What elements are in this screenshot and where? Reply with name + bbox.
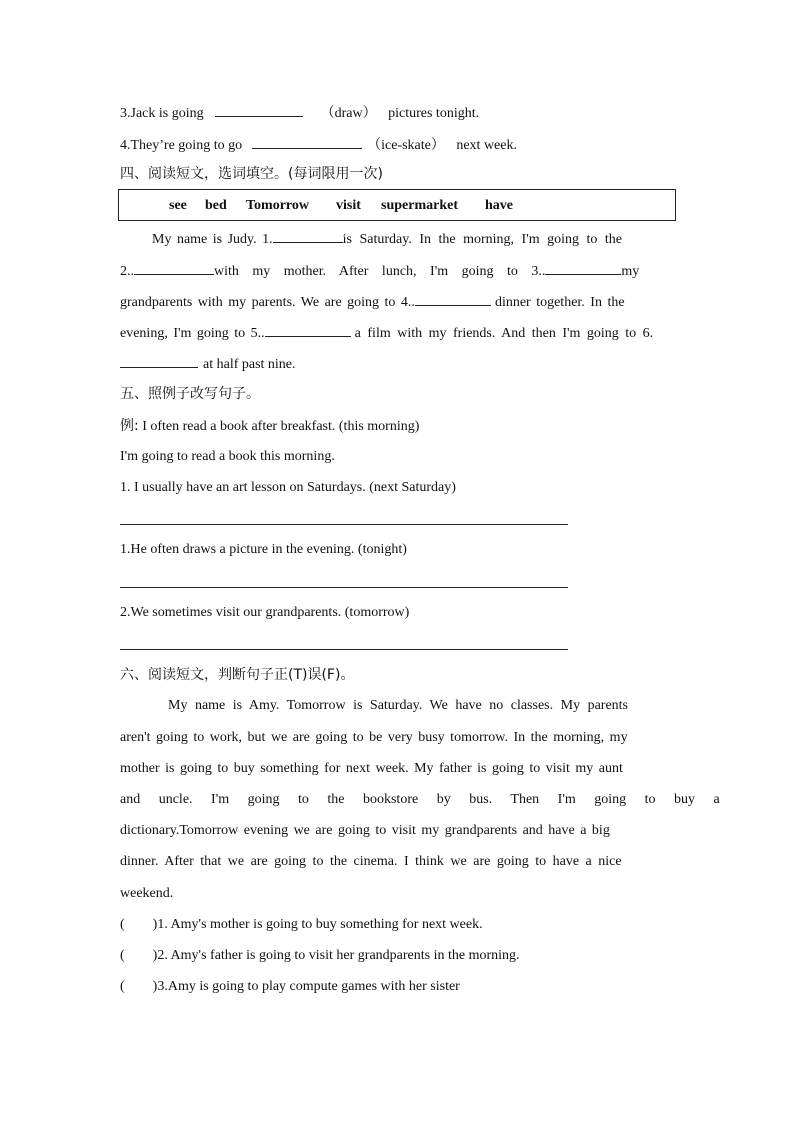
word-have: have: [485, 198, 513, 213]
question-3: [120, 102, 479, 124]
blank-2[interactable]: [134, 260, 214, 275]
word-tomorrow: Tomorrow: [246, 198, 309, 213]
passage1-text: is Saturday. In the morning, I'm going to the: [342, 232, 623, 247]
answer-line-2[interactable]: [120, 587, 568, 588]
passage2-line: and uncle. I'm going to the bookstore by bus. Then I'm going to buy a: [120, 792, 720, 807]
passage1-text: My name is Judy. 1.: [152, 232, 273, 247]
example-label: 例:: [120, 418, 139, 434]
section-4-title: 四、阅读短文，选词填空。(每词限用一次): [120, 166, 383, 182]
q4-hint: （ice-skate）: [367, 138, 445, 153]
rewrite-item-1: 1. I usually have an art lesson on Saturdays. (next Saturday): [120, 480, 456, 495]
tf-answer-paren[interactable]: ( ): [120, 917, 158, 932]
q3-hint: （draw）: [320, 106, 377, 121]
passage1-text: a film with my friends. And then I'm going to 6.: [354, 326, 654, 341]
blank-1[interactable]: [273, 228, 343, 243]
passage2-line: mother is going to buy something for next week. My father is going to visit my aunt: [120, 761, 623, 776]
answer-line-1[interactable]: [120, 524, 568, 525]
passage1-line3: [120, 291, 625, 313]
passage1-line2: [120, 260, 639, 282]
passage1-line5: [120, 353, 296, 375]
passage1-line4: [120, 322, 653, 344]
passage1-text: my: [621, 264, 640, 279]
rewrite-item-3: 2.We sometimes visit our grandparents. (tomorrow): [120, 605, 410, 620]
blank-4[interactable]: [415, 291, 491, 306]
example-sentence: [120, 416, 419, 437]
tf-question-text: 1. Amy's mother is going to buy something for next week.: [157, 917, 483, 932]
word-bed: bed: [205, 198, 227, 213]
passage2-line: aren't going to work, but we are going to be very busy tomorrow. In the morning, my: [120, 730, 628, 745]
q3-text: 3.Jack is going: [120, 106, 204, 121]
tf-question-2: [120, 946, 520, 966]
q3-answer-blank[interactable]: [215, 102, 303, 117]
question-4: [120, 134, 517, 156]
section-5-title: 五、照例子改写句子。: [120, 386, 260, 402]
passage1-text: at half past nine.: [203, 357, 296, 372]
word-visit: visit: [336, 198, 361, 213]
passage1-text: 2..: [120, 264, 134, 279]
passage1-text: dinner together. In the: [494, 295, 625, 310]
passage2-line: My name is Amy. Tomorrow is Saturday. We have no classes. My parents: [168, 698, 628, 713]
tf-answer-paren[interactable]: ( ): [120, 948, 158, 963]
passage1-text: grandparents with my parents. We are going to 4..: [120, 295, 415, 310]
passage1-text: with my mother. After lunch, I'm going to 3..: [214, 264, 546, 279]
passage1-text: evening, I'm going to 5..: [120, 326, 265, 341]
word-box: [118, 189, 676, 221]
example-answer: I'm going to read a book this morning.: [120, 449, 335, 464]
q4-answer-blank[interactable]: [252, 134, 362, 149]
word-supermarket: supermarket: [381, 198, 458, 213]
rewrite-item-2: 1.He often draws a picture in the evening. (tonight): [120, 542, 407, 557]
tf-question-3: [120, 977, 460, 997]
passage1-line1: [152, 228, 622, 250]
tf-answer-paren[interactable]: ( ): [120, 979, 158, 994]
blank-5[interactable]: [265, 322, 351, 337]
passage2-line: dinner. After that we are going to the cinema. I think we are going to have a nice: [120, 854, 622, 869]
word-see: see: [169, 198, 187, 213]
example-text: I often read a book after breakfast. (this morning): [142, 419, 420, 434]
tf-question-1: [120, 915, 483, 935]
blank-6[interactable]: [120, 353, 198, 368]
q3-post: pictures tonight.: [388, 106, 480, 121]
q4-post: next week.: [456, 138, 517, 153]
answer-line-3[interactable]: [120, 649, 568, 650]
passage2-line: dictionary.Tomorrow evening we are going to visit my grandparents and have a big: [120, 823, 610, 838]
section-6-title: 六、阅读短文，判断句子正(T)误(F)。: [120, 667, 355, 683]
passage2-line: weekend.: [120, 886, 174, 901]
tf-question-text: 2. Amy's father is going to visit her grandparents in the morning.: [157, 948, 520, 963]
blank-3[interactable]: [545, 260, 621, 275]
tf-question-text: 3.Amy is going to play compute games with her sister: [157, 979, 460, 994]
q4-text: 4.They’re going to go: [120, 138, 243, 153]
